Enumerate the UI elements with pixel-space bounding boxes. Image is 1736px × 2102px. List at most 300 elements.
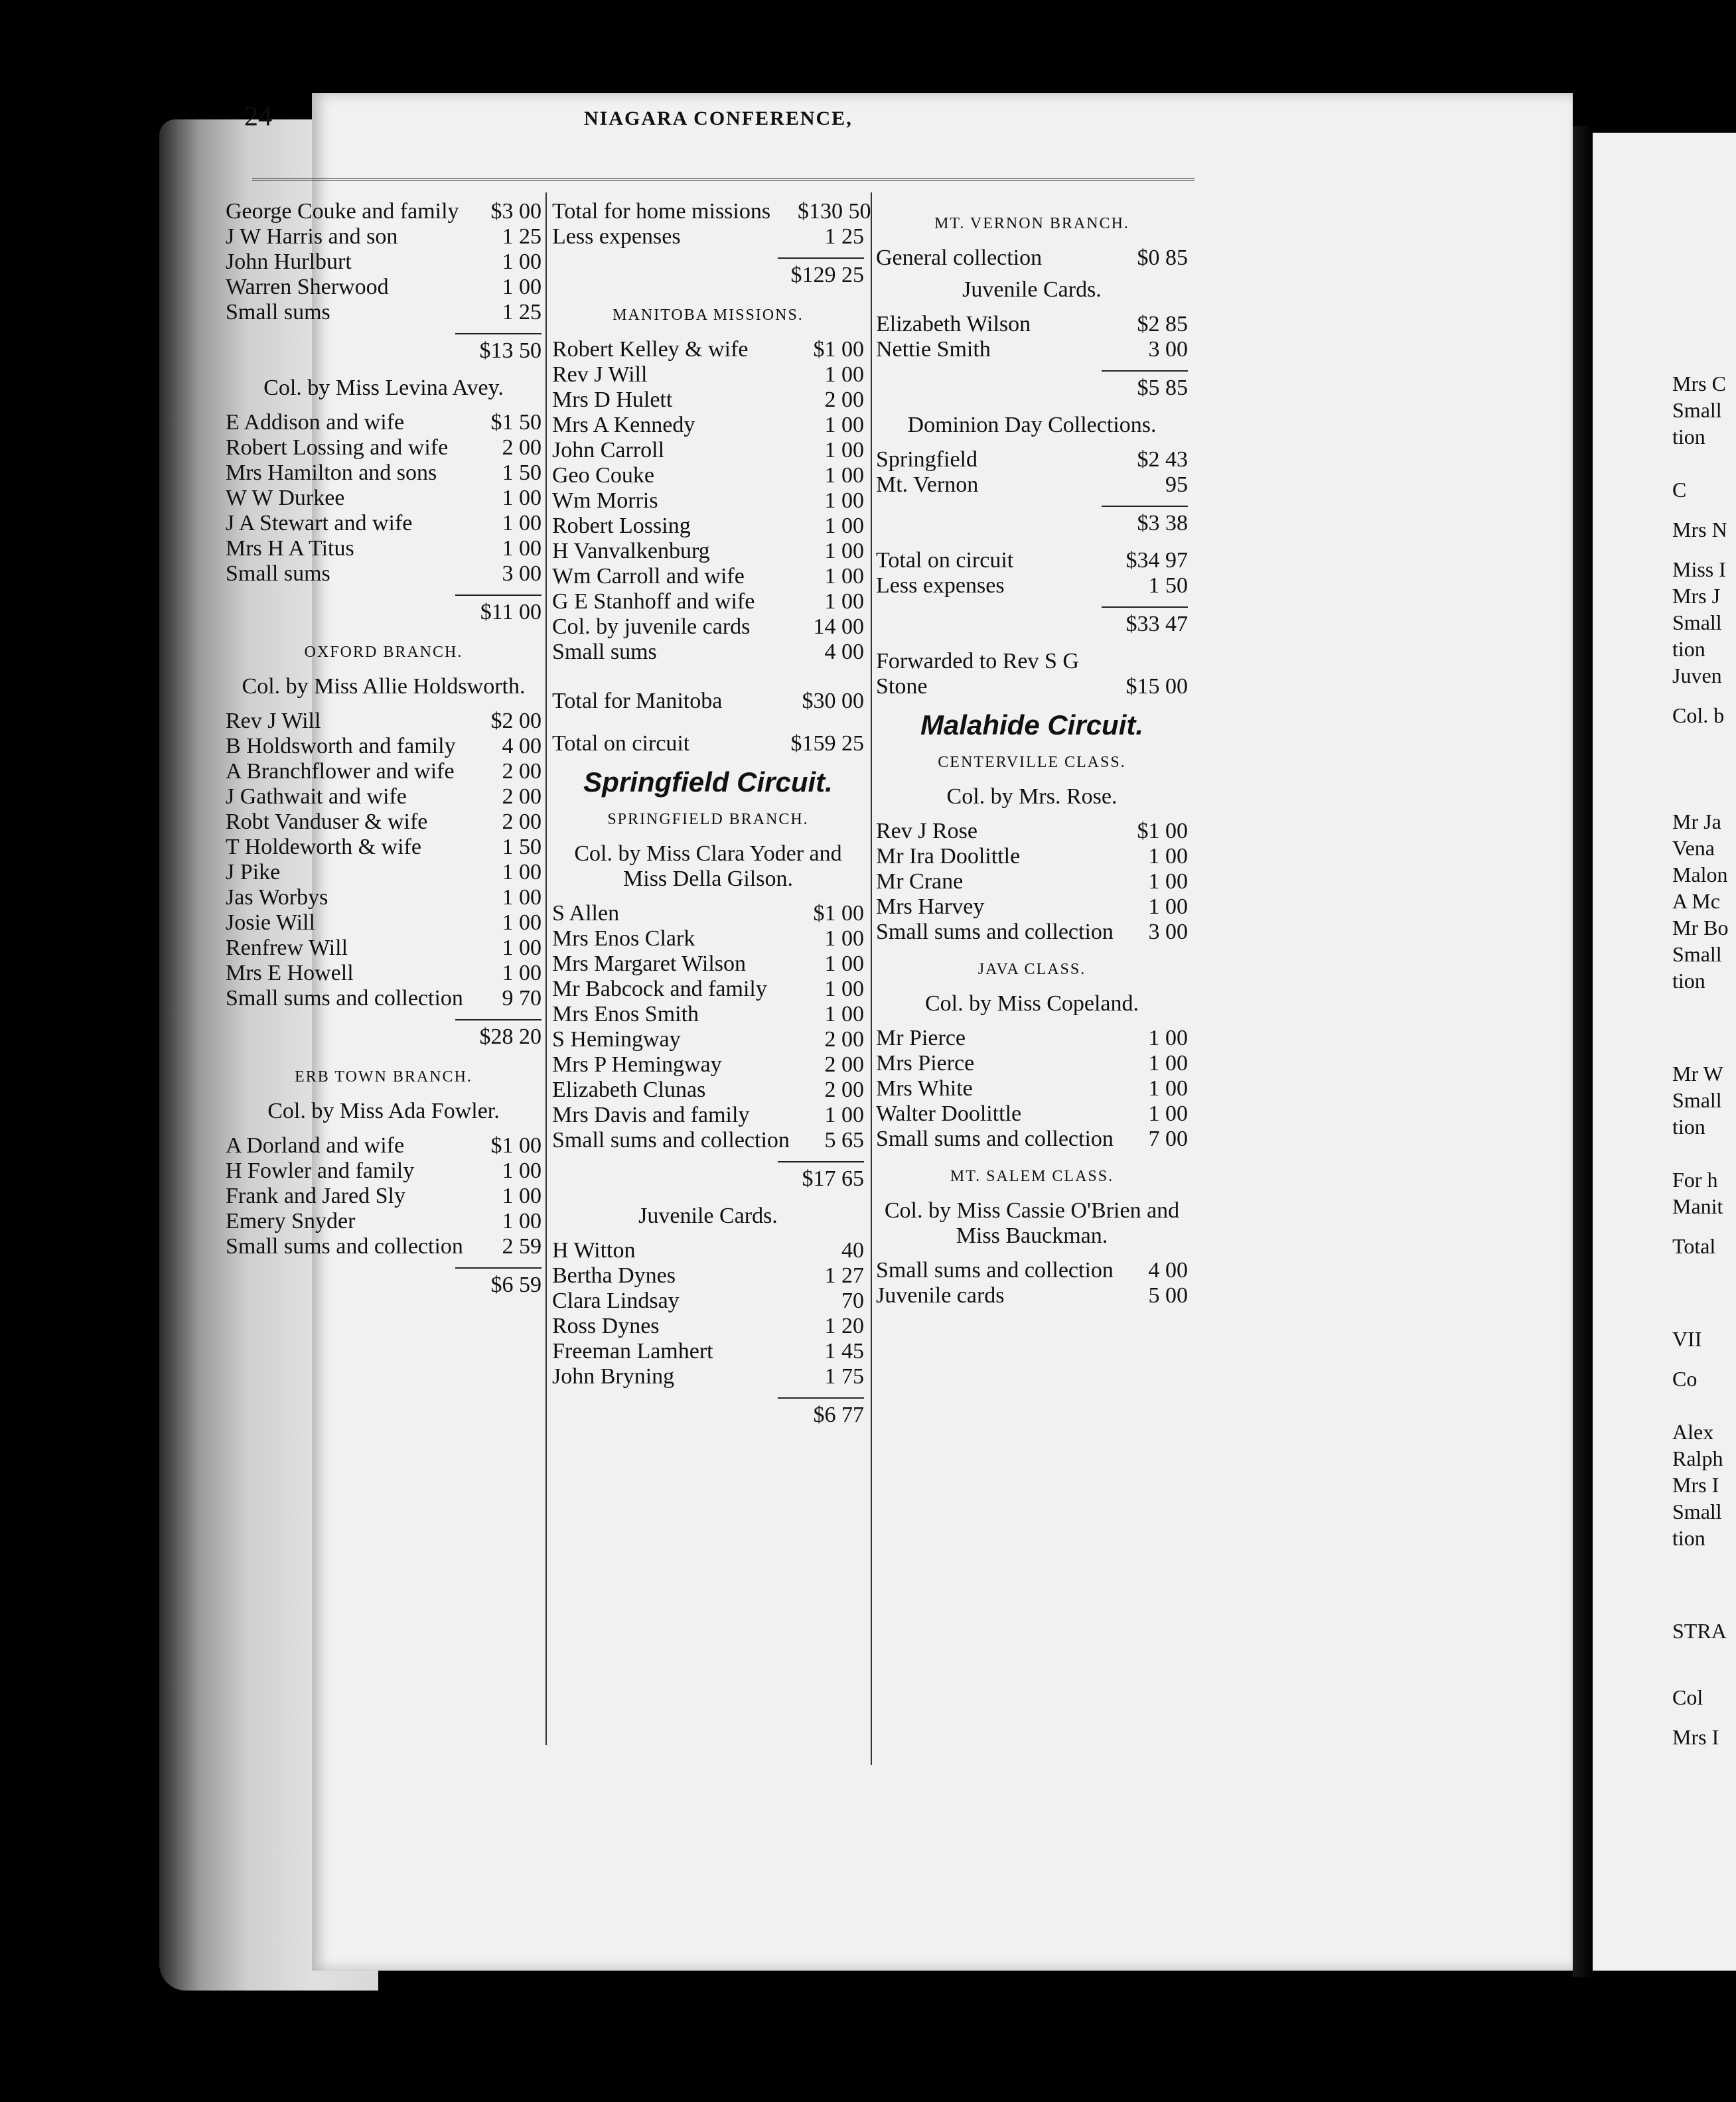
class-heading: CENTERVILLE CLASS. (938, 754, 1126, 771)
donor-name: Elizabeth Clunas (552, 1078, 706, 1102)
donation-entry (226, 300, 542, 325)
donation-amount: 1 00 (1148, 1076, 1188, 1101)
donation-amount: 1 00 (824, 1103, 864, 1127)
donation-amount: 3 00 (1148, 920, 1188, 944)
donor-name: A Dorland and wife (226, 1133, 405, 1158)
next-page-fragment: Small (1672, 398, 1722, 422)
donation-entry (226, 435, 542, 460)
next-page-fragment: STRA (1672, 1619, 1727, 1643)
donation-amount: 1 00 (1148, 869, 1188, 894)
donation-entry (552, 1103, 864, 1128)
donor-name: Frank and Jared Sly (226, 1184, 406, 1208)
donation-amount: 1 50 (1148, 573, 1188, 598)
donation-amount: 1 00 (502, 511, 542, 535)
donation-entry (876, 472, 1188, 498)
donor-name: Mrs E Howell (226, 961, 354, 985)
donor-name: Mrs Davis and family (552, 1103, 750, 1127)
running-head: NIAGARA CONFERENCE, (584, 107, 853, 129)
donor-name: Mrs White (876, 1076, 973, 1101)
donation-amount: 1 00 (502, 486, 542, 510)
next-page-fragment: Manit (1672, 1194, 1723, 1218)
next-page-fragment: C (1672, 478, 1687, 502)
donation-amount: 1 00 (824, 362, 864, 387)
donation-amount: 3 00 (502, 561, 542, 586)
donation-entry (552, 387, 864, 413)
donation-amount: 2 59 (502, 1234, 542, 1259)
donor-name: S Hemingway (552, 1027, 681, 1052)
donation-amount: $2 00 (490, 709, 542, 733)
donation-entry (876, 573, 1188, 598)
donor-name: Robert Lossing and wife (226, 435, 449, 460)
donation-amount: $2 43 (1137, 447, 1188, 472)
column-divider (871, 192, 872, 1765)
donor-name: Josie Will (226, 910, 315, 935)
donation-amount: 1 00 (502, 910, 542, 935)
donor-name: G E Stanhoff and wife (552, 589, 755, 614)
donation-amount: 1 45 (824, 1339, 864, 1364)
donation-amount: $1 00 (490, 1133, 542, 1158)
donation-entry (226, 961, 542, 986)
next-page-fragment: Mrs I (1672, 1725, 1719, 1749)
donation-entry (226, 199, 542, 224)
donation-amount: $1 50 (490, 410, 542, 435)
donation-list (876, 447, 1188, 498)
donation-amount: 1 27 (824, 1263, 864, 1288)
donor-name: J A Stewart and wife (226, 511, 413, 535)
donor-name: Mrs Enos Smith (552, 1002, 699, 1026)
donation-entry (552, 1128, 864, 1153)
branch-heading: SPRINGFIELD BRANCH. (607, 811, 809, 828)
donation-list (876, 548, 1188, 598)
donation-entry (226, 249, 542, 275)
next-page-fragment: Ralph (1672, 1446, 1723, 1470)
donor-name: Mr Pierce (876, 1026, 966, 1050)
donor-name: George Couke and family (226, 199, 459, 224)
donor-name: Small sums and collection (876, 920, 1114, 944)
donor-name: T Holdeworth & wife (226, 835, 421, 859)
donor-name: Walter Doolittle (876, 1101, 1022, 1126)
donation-entry (226, 410, 542, 435)
donation-list (226, 1133, 542, 1259)
donor-name: H Witton (552, 1238, 636, 1263)
donation-list (226, 709, 542, 1011)
donation-amount: 1 00 (502, 961, 542, 985)
donation-amount: 14 00 (813, 614, 864, 639)
donation-amount: 2 00 (502, 784, 542, 809)
circuit-title: Malahide Circuit. (920, 709, 1144, 740)
next-page-fragment: Mr W (1672, 1062, 1723, 1086)
collector-heading: Col. by Miss Levina Avey. (263, 376, 504, 400)
next-page-fragment: Small (1672, 1088, 1722, 1112)
donor-name: Mrs Harvey (876, 894, 985, 919)
donation-amount: 1 00 (502, 1158, 542, 1183)
donation-entry (226, 1184, 542, 1209)
donation-amount: $1 00 (813, 337, 864, 362)
donor-name: Col. by juvenile cards (552, 614, 751, 639)
donation-amount: 1 75 (824, 1364, 864, 1389)
donation-amount: 3 00 (1148, 337, 1188, 362)
column-3 (876, 199, 1188, 1308)
donor-name: Small sums and collection (876, 1127, 1114, 1151)
subtotal: $28 20 (226, 1016, 542, 1052)
next-page-fragment: Malon (1672, 863, 1728, 886)
donor-name: Total on circuit (876, 548, 1014, 573)
donor-name: Ross Dynes (552, 1314, 660, 1338)
donation-amount: 1 00 (824, 488, 864, 513)
donation-amount: 4 00 (502, 734, 542, 758)
next-page-fragment: Small (1672, 610, 1722, 634)
donation-entry (876, 1101, 1188, 1127)
donation-list (876, 1026, 1188, 1152)
donation-entry (552, 1263, 864, 1289)
donation-amount: 1 00 (824, 438, 864, 462)
donation-amount: 1 20 (824, 1314, 864, 1338)
donation-entry (552, 1052, 864, 1078)
donation-amount: 1 00 (502, 1184, 542, 1208)
donation-amount: 5 65 (824, 1128, 864, 1153)
donation-amount: 70 (841, 1289, 864, 1313)
donation-amount: 1 00 (824, 951, 864, 976)
donor-name: Small sums and collection (876, 1258, 1114, 1283)
donor-name: Wm Morris (552, 488, 658, 513)
donation-amount: $3 00 (490, 199, 542, 224)
donor-name: Rev J Will (552, 362, 648, 387)
donation-amount: 1 00 (502, 1209, 542, 1233)
circuit-title: Springfield Circuit. (583, 766, 833, 798)
donation-amount: 2 00 (824, 1052, 864, 1077)
next-page-fragment: VII (1672, 1327, 1702, 1351)
donor-name: Small sums (226, 561, 330, 586)
donation-entry (552, 488, 864, 514)
donor-name: Small sums (226, 300, 330, 324)
donor-name: Robert Lossing (552, 514, 691, 538)
donation-entry (876, 920, 1188, 945)
donation-amount: 2 00 (824, 387, 864, 412)
donor-name: Small sums and collection (226, 1234, 463, 1259)
class-heading: MT. SALEM CLASS. (950, 1168, 1114, 1185)
donation-entry (552, 640, 864, 665)
donation-list (876, 1258, 1188, 1308)
subtotal: $5 85 (876, 368, 1188, 403)
donation-amount: 2 00 (824, 1078, 864, 1102)
donation-amount: $1 00 (1137, 819, 1188, 843)
donor-name: Mrs H A Titus (226, 536, 354, 561)
donation-entry (552, 514, 864, 539)
donation-entry (876, 1051, 1188, 1076)
donation-amount: 4 00 (1148, 1258, 1188, 1283)
donation-amount: 1 00 (824, 926, 864, 951)
donation-amount: 1 00 (1148, 1026, 1188, 1050)
donation-entry (552, 1027, 864, 1052)
donation-amount: 1 00 (502, 249, 542, 274)
donation-entry (552, 1002, 864, 1027)
page-number: 24 (244, 102, 272, 132)
donation-amount: 1 00 (824, 413, 864, 437)
donation-entry (226, 1133, 542, 1158)
subtotal: $17 65 (552, 1158, 864, 1194)
next-page-fragment: Mrs J (1672, 584, 1721, 608)
donation-list (552, 337, 864, 665)
next-page-fragment: Mr Bo (1672, 916, 1729, 940)
next-page-fragment: tion (1672, 969, 1705, 993)
donation-entry (552, 337, 864, 362)
donation-entry (876, 1127, 1188, 1152)
subtotal: $33 47 (876, 604, 1188, 640)
donation-entry (226, 809, 542, 835)
subtotal (552, 670, 864, 679)
donor-name: Renfrew Will (226, 936, 348, 960)
donation-amount: 1 00 (824, 514, 864, 538)
donation-entry (552, 1238, 864, 1263)
circuit-total: Total on circuit $159 25 (552, 731, 864, 756)
subtotal: $6 77 (552, 1395, 864, 1431)
donor-name: H Fowler and family (226, 1158, 415, 1183)
subtotal: $13 50 (226, 330, 542, 366)
donation-amount: 40 (841, 1238, 864, 1263)
donor-name: Nettie Smith (876, 337, 991, 362)
donation-entry (876, 894, 1188, 920)
next-page-fragment: Mrs N (1672, 518, 1727, 541)
donation-entry (226, 709, 542, 734)
donation-entry (226, 536, 542, 561)
donation-amount: 1 00 (502, 860, 542, 884)
donation-entry (552, 977, 864, 1002)
donation-entry (552, 926, 864, 951)
donation-entry (876, 447, 1188, 472)
donation-amount: 4 00 (824, 640, 864, 664)
next-page-fragment: For h (1672, 1168, 1718, 1192)
donation-amount: 1 00 (824, 977, 864, 1001)
next-page-fragment: tion (1672, 425, 1705, 449)
donation-amount: 1 00 (1148, 894, 1188, 919)
donation-amount: 1 50 (502, 835, 542, 859)
donor-name: Warren Sherwood (226, 275, 389, 299)
next-page-fragment: Mrs I (1672, 1473, 1719, 1497)
donation-entry (552, 1078, 864, 1103)
subtotal: $3 38 (876, 503, 1188, 539)
donor-name: Clara Lindsay (552, 1289, 680, 1313)
donor-name: Rev J Will (226, 709, 321, 733)
column-2 (552, 199, 871, 1440)
donor-name: Juvenile cards (876, 1283, 1005, 1308)
donor-name: Less expenses (552, 224, 681, 249)
donor-name: Mrs Pierce (876, 1051, 975, 1076)
collector-heading: Col. by Miss Copeland. (924, 991, 1139, 1016)
donation-entry (226, 784, 542, 809)
manitoba-total: Total for Manitoba $30 00 (552, 689, 864, 713)
donor-name: Rev J Rose (876, 819, 977, 843)
dominion-heading: Dominion Day Collections. (907, 413, 1157, 437)
donation-entry (226, 936, 542, 961)
donor-name: Total for home missions (552, 199, 771, 224)
donation-entry (552, 438, 864, 463)
juvenile-heading: Juvenile Cards. (962, 277, 1102, 302)
collector-heading: Col. by Mrs. Rose. (946, 784, 1118, 809)
column-1 (226, 199, 542, 1310)
donation-amount: 9 70 (502, 986, 542, 1011)
subtotal: $11 00 (226, 592, 542, 628)
donation-entry (552, 1339, 864, 1364)
donation-entry (876, 819, 1188, 844)
next-page-fragment: Col. b (1672, 703, 1725, 727)
donor-name: Geo Couke (552, 463, 654, 488)
donation-amount: 1 50 (502, 460, 542, 485)
donation-amount: 5 00 (1148, 1283, 1188, 1308)
branch-heading: MANITOBA MISSIONS. (613, 307, 804, 324)
donation-entry (876, 312, 1188, 337)
donation-entry (552, 901, 864, 926)
donor-name: Small sums and collection (552, 1128, 790, 1153)
donor-name: Mt. Vernon (876, 472, 979, 497)
column-divider (545, 192, 547, 1745)
donor-name: John Bryning (552, 1364, 675, 1389)
collector-heading: Col. by Miss Allie Holdsworth. (242, 674, 526, 699)
donation-entry (226, 275, 542, 300)
donation-amount: 1 25 (824, 224, 864, 249)
next-page-fragment: Vena (1672, 836, 1715, 860)
donation-amount: 1 25 (502, 224, 542, 249)
collector-heading: Col. by Miss Cassie O'Brien and Miss Bauckman. (884, 1198, 1180, 1248)
donation-entry (552, 564, 864, 589)
donation-entry (226, 486, 542, 511)
donation-amount: 1 00 (1148, 1101, 1188, 1126)
donation-entry (552, 589, 864, 614)
donation-entry (552, 539, 864, 564)
donation-list (226, 410, 542, 587)
donation-entry (552, 224, 864, 249)
general-collection: General collection $0 85 (876, 245, 1188, 270)
collector-heading: Col. by Miss Clara Yoder and Miss Della Gilson. (574, 841, 842, 891)
donor-name: E Addison and wife (226, 410, 405, 435)
donation-amount: $1 00 (813, 901, 864, 926)
donor-name: Mr Ira Doolittle (876, 844, 1021, 869)
donation-entry (552, 362, 864, 387)
donation-entry (226, 860, 542, 885)
donation-list (876, 312, 1188, 362)
next-page-fragment: Co (1672, 1367, 1698, 1391)
next-page-fragment: tion (1672, 637, 1705, 661)
donor-name: Mrs Hamilton and sons (226, 460, 437, 485)
donor-name: B Holdsworth and family (226, 734, 456, 758)
donation-amount: 1 00 (1148, 844, 1188, 869)
book-gutter (1573, 126, 1593, 1977)
next-page-fragment: Col (1672, 1685, 1703, 1709)
donor-name: Jas Worbys (226, 885, 328, 910)
donation-entry (552, 413, 864, 438)
donation-amount: 2 00 (824, 1027, 864, 1052)
donation-amount: 7 00 (1148, 1127, 1188, 1151)
donation-amount: 1 00 (824, 539, 864, 563)
next-page-fragment: A Mc (1672, 889, 1720, 913)
donor-name: Robt Vanduser & wife (226, 809, 428, 834)
branch-heading: OXFORD BRANCH. (304, 644, 463, 661)
donation-entry (876, 1076, 1188, 1101)
branch-heading: ERB TOWN BRANCH. (295, 1068, 472, 1086)
donation-entry (552, 1314, 864, 1339)
donation-amount: $2 85 (1137, 312, 1188, 336)
donor-name: A Branchflower and wife (226, 759, 455, 784)
donation-entry (226, 460, 542, 486)
donation-entry (552, 614, 864, 640)
donor-name: Mrs P Hemingway (552, 1052, 722, 1077)
donation-amount: $130 50 (798, 199, 871, 224)
donor-name: Robert Kelley & wife (552, 337, 749, 362)
donation-entry (226, 1209, 542, 1234)
donation-entry (876, 548, 1188, 573)
donor-name: S Allen (552, 901, 620, 926)
class-heading: JAVA CLASS. (977, 961, 1086, 978)
donation-entry (226, 224, 542, 249)
donation-entry (876, 1258, 1188, 1283)
collector-heading: Col. by Miss Ada Fowler. (267, 1099, 500, 1123)
subtotal: $6 59 (226, 1265, 542, 1300)
donation-amount: $34 97 (1125, 548, 1188, 573)
forwarded-entry: Forwarded to Rev S G Stone $15 00 (876, 649, 1188, 699)
donation-amount: 95 (1165, 472, 1188, 497)
donation-list (876, 819, 1188, 945)
donor-name: Freeman Lamhert (552, 1339, 713, 1364)
donor-name: Small sums (552, 640, 657, 664)
next-page-fragment: tion (1672, 1526, 1705, 1550)
donor-name: Less expenses (876, 573, 1005, 598)
donation-amount: 1 00 (502, 936, 542, 960)
next-page-fragment: Mr Ja (1672, 809, 1721, 833)
donation-amount: 1 00 (502, 885, 542, 910)
donor-name: Mr Crane (876, 869, 964, 894)
donation-entry (876, 1026, 1188, 1051)
next-page-fragment: tion (1672, 1115, 1705, 1139)
donation-entry (876, 844, 1188, 869)
branch-heading: MT. VERNON BRANCH. (934, 215, 1129, 232)
next-page-fragment: Small (1672, 942, 1722, 966)
donation-entry (552, 1289, 864, 1314)
header-rule (252, 178, 1194, 180)
donation-entry (226, 1234, 542, 1259)
donation-entry (226, 734, 542, 759)
donation-amount: 1 00 (824, 1002, 864, 1026)
donation-entry (226, 986, 542, 1011)
donor-name: Emery Snyder (226, 1209, 356, 1233)
donation-amount: 2 00 (502, 435, 542, 460)
donation-list (552, 901, 864, 1153)
donor-name: Small sums and collection (226, 986, 463, 1011)
juvenile-heading: Juvenile Cards. (638, 1204, 778, 1228)
donation-amount: 1 00 (502, 536, 542, 561)
donor-name: Wm Carroll and wife (552, 564, 745, 589)
donor-name: H Vanvalkenburg (552, 539, 710, 563)
donor-name: J Gathwait and wife (226, 784, 407, 809)
donation-amount: 1 00 (502, 275, 542, 299)
donation-entry (876, 1283, 1188, 1308)
donation-entry (876, 337, 1188, 362)
donor-name: Mrs Margaret Wilson (552, 951, 747, 976)
donation-amount: 2 00 (502, 759, 542, 784)
donor-name: Elizabeth Wilson (876, 312, 1031, 336)
donation-amount: 1 00 (1148, 1051, 1188, 1076)
donor-name: John Carroll (552, 438, 665, 462)
next-page-fragment: Total (1672, 1234, 1716, 1258)
donation-amount: 1 25 (502, 300, 542, 324)
donation-entry (226, 910, 542, 936)
donation-amount: 1 00 (824, 564, 864, 589)
donor-name: Mrs D Hulett (552, 387, 673, 412)
donation-entry (226, 759, 542, 784)
donation-entry (226, 511, 542, 536)
donor-name: Mrs Enos Clark (552, 926, 695, 951)
donor-name: J Pike (226, 860, 281, 884)
donation-entry (226, 835, 542, 860)
donation-entry (552, 199, 871, 224)
